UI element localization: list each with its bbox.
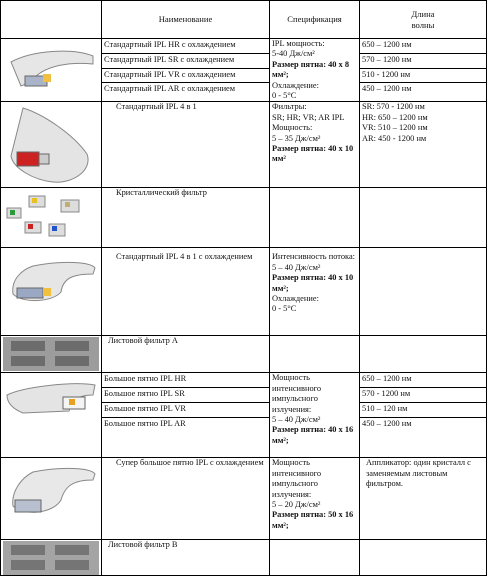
handpiece-image <box>3 375 99 455</box>
product-name: Большое пятно IPL HR <box>102 373 269 388</box>
wavelength: 570 - 1200 нм <box>360 388 486 403</box>
row2-waves <box>360 102 487 188</box>
header-name: Наименование <box>102 1 270 39</box>
table-row <box>1 458 487 540</box>
header-image-cell <box>1 1 102 39</box>
wavelength: SR: 570 - 1200 нм <box>362 102 425 112</box>
large-spot-image <box>1 373 102 458</box>
wavelength: 450 – 1200 нм <box>362 84 412 94</box>
sheet-filter-image <box>3 541 99 575</box>
spec-line: SR; HR; VR; AR IPL <box>272 112 345 122</box>
table-row <box>1 102 487 188</box>
wavelength: HR: 650 – 1200 нм <box>362 112 428 122</box>
handpiece-image <box>3 42 99 98</box>
wavelength: 650 – 1200 нм <box>360 39 486 54</box>
crystal-filter-image <box>1 188 102 248</box>
handpiece-image <box>3 104 99 186</box>
header-row <box>1 1 487 39</box>
spec-line: Мощность: <box>272 123 313 133</box>
handpiece-image <box>3 460 99 538</box>
spec-size: Размер пятна: 40 х 16 мм²; <box>272 425 354 445</box>
spec-size: Размер пятна: 40 х 10 мм²; <box>272 273 354 293</box>
row3-spec <box>270 188 360 248</box>
table-row <box>1 39 487 102</box>
product-name: Стандартный IPL VR с охлаждением <box>102 69 269 84</box>
sheet-filter-a-image <box>1 336 102 373</box>
row5-wave <box>360 336 487 373</box>
row6-spec <box>270 373 360 458</box>
spec-line: интенсивного <box>272 383 322 393</box>
spec-line: импульсного <box>272 394 318 404</box>
spec-line: 0 - 5°С <box>272 304 297 314</box>
spec-line: Охлаждение: <box>272 294 319 304</box>
super-large-spot-image <box>1 458 102 540</box>
product-name: Большое пятно IPL SR <box>102 388 269 403</box>
spec-line: 5 – 40 Дж/см² <box>272 415 321 425</box>
row2-name: Стандартный IPL 4 в 1 <box>102 102 270 188</box>
spec-line: Мощность <box>272 373 310 383</box>
wavelength: AR: 450 - 1200 нм <box>362 133 427 143</box>
row7-wave: Аппликатор: один кристалл с заменяемым листовым фильтром. <box>360 458 487 540</box>
header-wave: Длина волны <box>360 1 487 39</box>
row1-spec <box>270 39 360 102</box>
product-name: Стандартный IPL SR с охлаждением <box>102 54 269 69</box>
spec-line: Интенсивность потока: <box>272 252 355 262</box>
spec-line: излучения: <box>272 489 312 499</box>
table-row <box>1 336 487 373</box>
row4-wave <box>360 248 487 336</box>
wavelength: VR: 510 – 1200 нм <box>362 123 428 133</box>
spec-line: 5-40 Дж/см² <box>272 49 315 59</box>
row1-waves <box>360 39 487 102</box>
handpiece-image-1 <box>1 39 102 102</box>
spec-line: 0 - 5°С <box>272 91 297 101</box>
spec-line: Фильтры: <box>272 102 307 112</box>
row3-wave <box>360 188 487 248</box>
table-row <box>1 188 487 248</box>
row5-spec <box>270 336 360 373</box>
spec-line: Охлаждение: <box>272 80 319 90</box>
row7-name: Супер большое пятно IPL с охлаждением <box>102 458 270 540</box>
spec-line: Мощность <box>272 458 310 468</box>
row8-name: Листовой фильтр В <box>102 540 270 576</box>
wavelength: 510 - 1200 нм <box>360 69 486 84</box>
spec-line: 5 – 40 Дж/см² <box>272 262 321 272</box>
spec-line: 5 – 20 Дж/см² <box>272 500 321 510</box>
product-name: Большое пятно IPL AR <box>104 419 186 429</box>
handpiece-image-2 <box>1 102 102 188</box>
sheet-filter-image <box>3 337 99 371</box>
product-name: Стандартный IPL HR с охлаждением <box>102 39 269 54</box>
row3-name: Кристаллический фильтр <box>102 188 270 248</box>
row6-names <box>102 373 270 458</box>
handpiece-image-4 <box>1 248 102 336</box>
row4-name: Стандартный IPL 4 в 1 с охлаждением <box>102 248 270 336</box>
wavelength: 450 – 1200 нм <box>362 419 412 429</box>
product-name: Стандартный IPL AR с охлаждением <box>104 84 236 94</box>
spec-line: интенсивного <box>272 468 322 478</box>
header-spec: Спецификация <box>270 1 360 39</box>
crystal-filter-image <box>3 190 99 246</box>
spec-size: Размер пятна: 50 х 16 мм²; <box>272 510 354 530</box>
spec-size: Размер пятна: 40 х 8 мм²; <box>272 59 350 80</box>
spec-line: излучения: <box>272 404 312 414</box>
wavelength: 570 – 1200 нм <box>360 54 486 69</box>
handpiece-image <box>3 250 99 334</box>
table-row <box>1 248 487 336</box>
spec-line: IPL мощность: <box>272 39 325 48</box>
product-name: Большое пятно IPL VR <box>102 403 269 418</box>
wavelength: 510 – 120 нм <box>360 403 486 418</box>
spec-line: импульсного <box>272 479 318 489</box>
row1-names <box>102 39 270 102</box>
row2-spec <box>270 102 360 188</box>
spec-line: 5 – 35 Дж/см² <box>272 133 321 143</box>
row6-waves <box>360 373 487 458</box>
table-row <box>1 373 487 458</box>
spec-size: Размер пятна: 40 х 10 мм² <box>272 144 354 164</box>
row7-spec <box>270 458 360 540</box>
row5-name: Листовой фильтр А <box>102 336 270 373</box>
row4-spec <box>270 248 360 336</box>
wavelength: 650 – 1200 нм <box>360 373 486 388</box>
